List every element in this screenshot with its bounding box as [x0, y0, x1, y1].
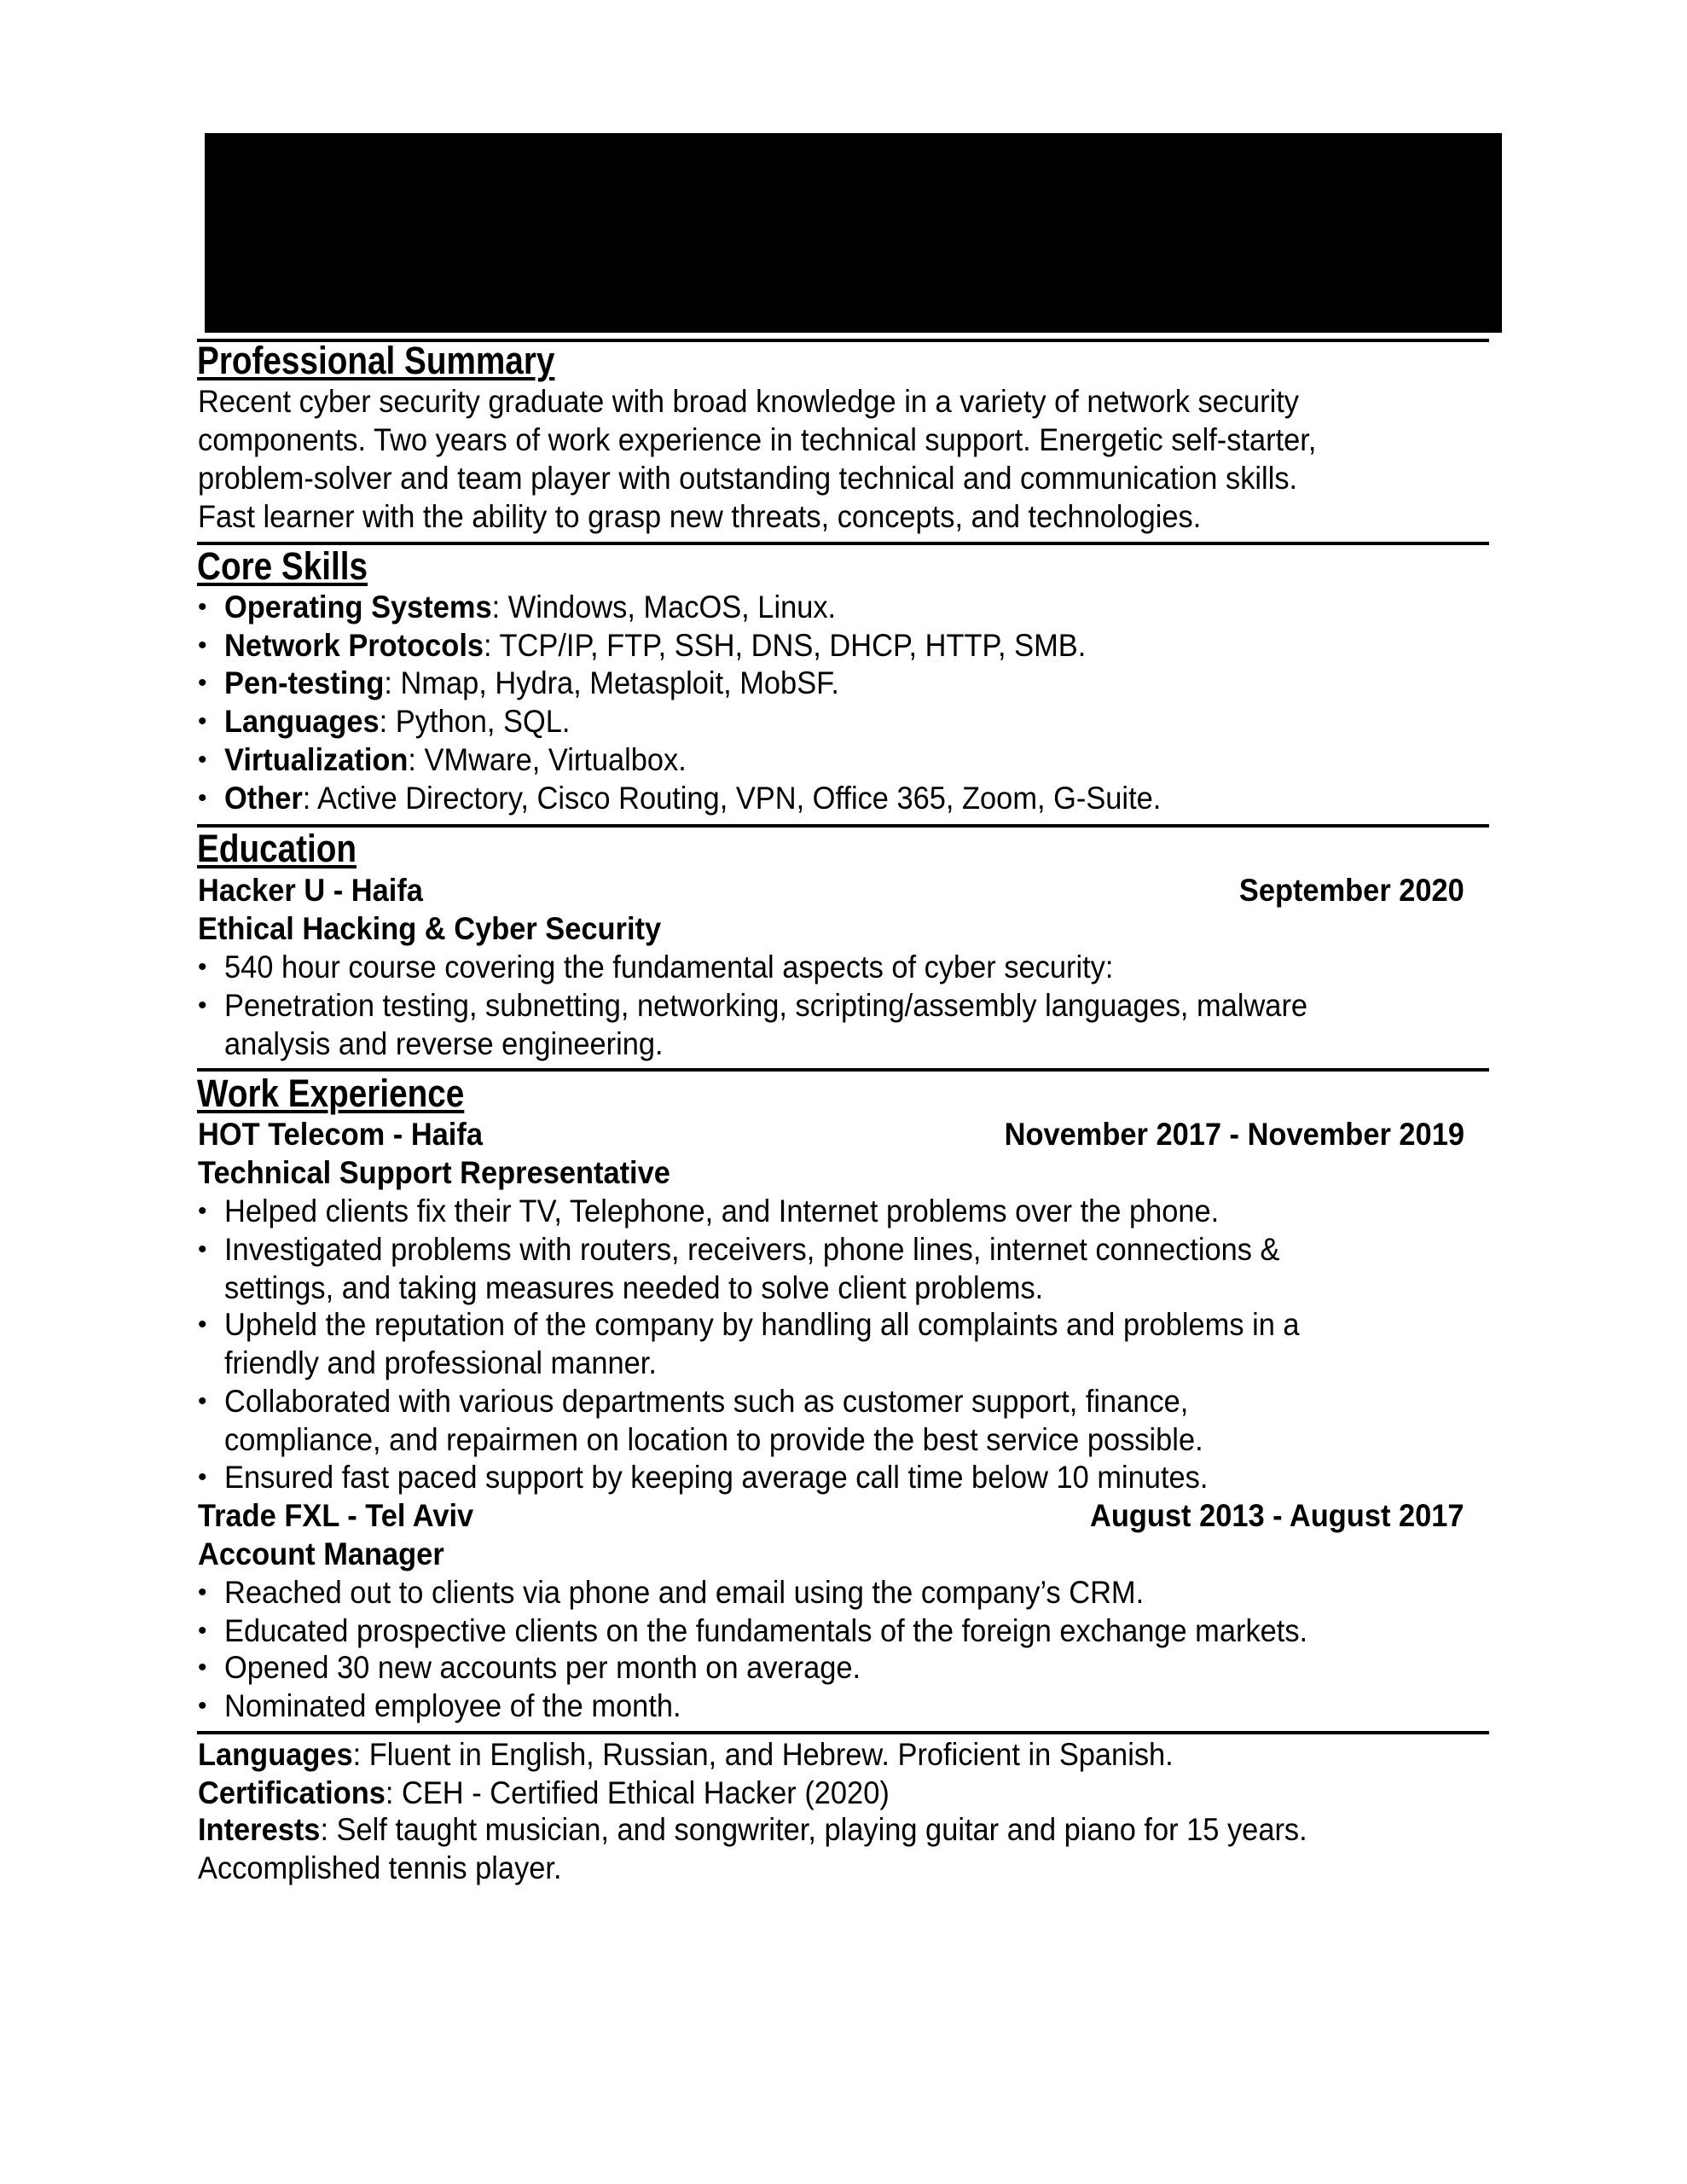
skill-label: Virtualization [224, 742, 409, 777]
skill-item-os [224, 589, 836, 626]
summary-line: problem-solver and team player with outstanding technical and communication skills. [198, 461, 1298, 496]
skill-item-virtualization [224, 741, 687, 779]
interests-line [198, 1811, 1307, 1849]
summary-line: Fast learner with the ability to grasp new threats, concepts, and technologies. [198, 499, 1202, 534]
skill-value: : Active Directory, Cisco Routing, VPN, Office 365, Zoom, G-Suite. [302, 781, 1162, 816]
section-heading-summary: Professional Summary [197, 339, 555, 382]
bullet-icon: • [198, 1387, 207, 1415]
bullet-icon: • [198, 1197, 207, 1225]
bullet-icon: • [198, 1653, 207, 1682]
summary-line: components. Two years of work experience in technical support. Energetic self-starter, [198, 422, 1317, 457]
job-dates: November 2017 - November 2019 [1004, 1117, 1464, 1152]
languages-line [198, 1736, 1174, 1774]
section-divider [197, 824, 1489, 828]
interests-line-cont: Accomplished tennis player. [198, 1850, 562, 1885]
company-name: HOT Telecom - Haifa [198, 1117, 483, 1152]
bullet-icon: • [198, 953, 207, 981]
bullet-icon: • [198, 991, 207, 1019]
section-divider [197, 542, 1489, 545]
education-bullet: 540 hour course covering the fundamental aspects of cyber security: [224, 950, 1114, 985]
skill-label: Pen-testing [224, 665, 385, 700]
bullet-icon: • [198, 1463, 207, 1491]
job-bullet-cont: compliance, and repairmen on location to provide the best service possible. [224, 1422, 1203, 1457]
section-heading-education: Education [197, 827, 357, 870]
job-bullet: Investigated problems with routers, receivers, phone lines, internet connections & [224, 1232, 1280, 1267]
job-bullet: Collaborated with various departments such as customer support, finance, [224, 1384, 1189, 1419]
bullet-icon: • [198, 707, 207, 735]
languages-value: : Fluent in English, Russian, and Hebrew. Proficient in Spanish. [352, 1737, 1174, 1772]
skill-value: : Nmap, Hydra, Metasploit, MobSF. [384, 665, 839, 700]
skill-label: Network Protocols [224, 628, 484, 663]
skill-item-languages [224, 703, 570, 741]
job-bullet-cont: friendly and professional manner. [224, 1345, 657, 1380]
languages-label: Languages [198, 1737, 353, 1772]
certifications-value: : CEH - Certified Ethical Hacker (2020) [385, 1775, 890, 1810]
bullet-icon: • [198, 1692, 207, 1720]
bullet-icon: • [198, 593, 207, 621]
bullet-icon: • [198, 746, 207, 774]
job-bullet: Upheld the reputation of the company by handling all complaints and problems in a [224, 1307, 1300, 1342]
bullet-icon: • [198, 1235, 207, 1263]
skill-value: : Windows, MacOS, Linux. [491, 590, 837, 624]
job-bullet: Nominated employee of the month. [224, 1688, 681, 1723]
bullet-icon: • [198, 1617, 207, 1645]
company-name: Trade FXL - Tel Aviv [198, 1498, 474, 1533]
skill-value: : TCP/IP, FTP, SSH, DNS, DHCP, HTTP, SMB. [484, 628, 1087, 663]
bullet-icon: • [198, 669, 207, 697]
bullet-icon: • [198, 631, 207, 659]
skill-label: Operating Systems [224, 590, 492, 624]
job-bullet: Reached out to clients via phone and email using the company’s CRM. [224, 1575, 1145, 1610]
interests-label: Interests [198, 1812, 321, 1847]
job-title: Technical Support Representative [198, 1155, 670, 1190]
section-heading-skills: Core Skills [197, 544, 368, 588]
bullet-icon: • [198, 1578, 207, 1606]
section-divider [197, 1731, 1489, 1734]
bullet-icon: • [198, 1310, 207, 1339]
school-name: Hacker U - Haifa [198, 873, 423, 908]
skill-item-other [224, 780, 1161, 817]
job-bullet-cont: settings, and taking measures needed to solve client problems. [224, 1270, 1044, 1305]
skill-value: : VMware, Virtualbox. [408, 742, 687, 777]
job-bullet: Educated prospective clients on the fundamentals of the foreign exchange markets. [224, 1613, 1308, 1648]
certifications-label: Certifications [198, 1775, 386, 1810]
program-name: Ethical Hacking & Cyber Security [198, 911, 662, 946]
skill-value: : Python, SQL. [379, 704, 571, 739]
certifications-line [198, 1774, 890, 1812]
job-bullet: Ensured fast paced support by keeping average call time below 10 minutes. [224, 1460, 1209, 1495]
education-bullet: Penetration testing, subnetting, networking, scripting/assembly languages, malware [224, 988, 1308, 1023]
skill-label: Other [224, 781, 303, 816]
summary-line: Recent cyber security graduate with broad knowledge in a variety of network security [198, 384, 1300, 419]
skill-label: Languages [224, 704, 380, 739]
section-heading-work: Work Experience [197, 1072, 465, 1115]
job-bullet: Helped clients fix their TV, Telephone, and Internet problems over the phone. [224, 1194, 1220, 1228]
job-bullet: Opened 30 new accounts per month on average. [224, 1650, 861, 1685]
redacted-header-block [205, 133, 1502, 333]
skill-item-pentesting [224, 665, 839, 702]
skill-item-protocols [224, 627, 1086, 665]
job-title: Account Manager [198, 1536, 444, 1571]
interests-value: : Self taught musician, and songwriter, playing guitar and piano for 15 years. [320, 1812, 1307, 1847]
bullet-icon: • [198, 784, 207, 812]
job-dates: August 2013 - August 2017 [1090, 1498, 1464, 1533]
education-bullet-cont: analysis and reverse engineering. [224, 1026, 664, 1061]
education-date: September 2020 [1239, 873, 1464, 908]
